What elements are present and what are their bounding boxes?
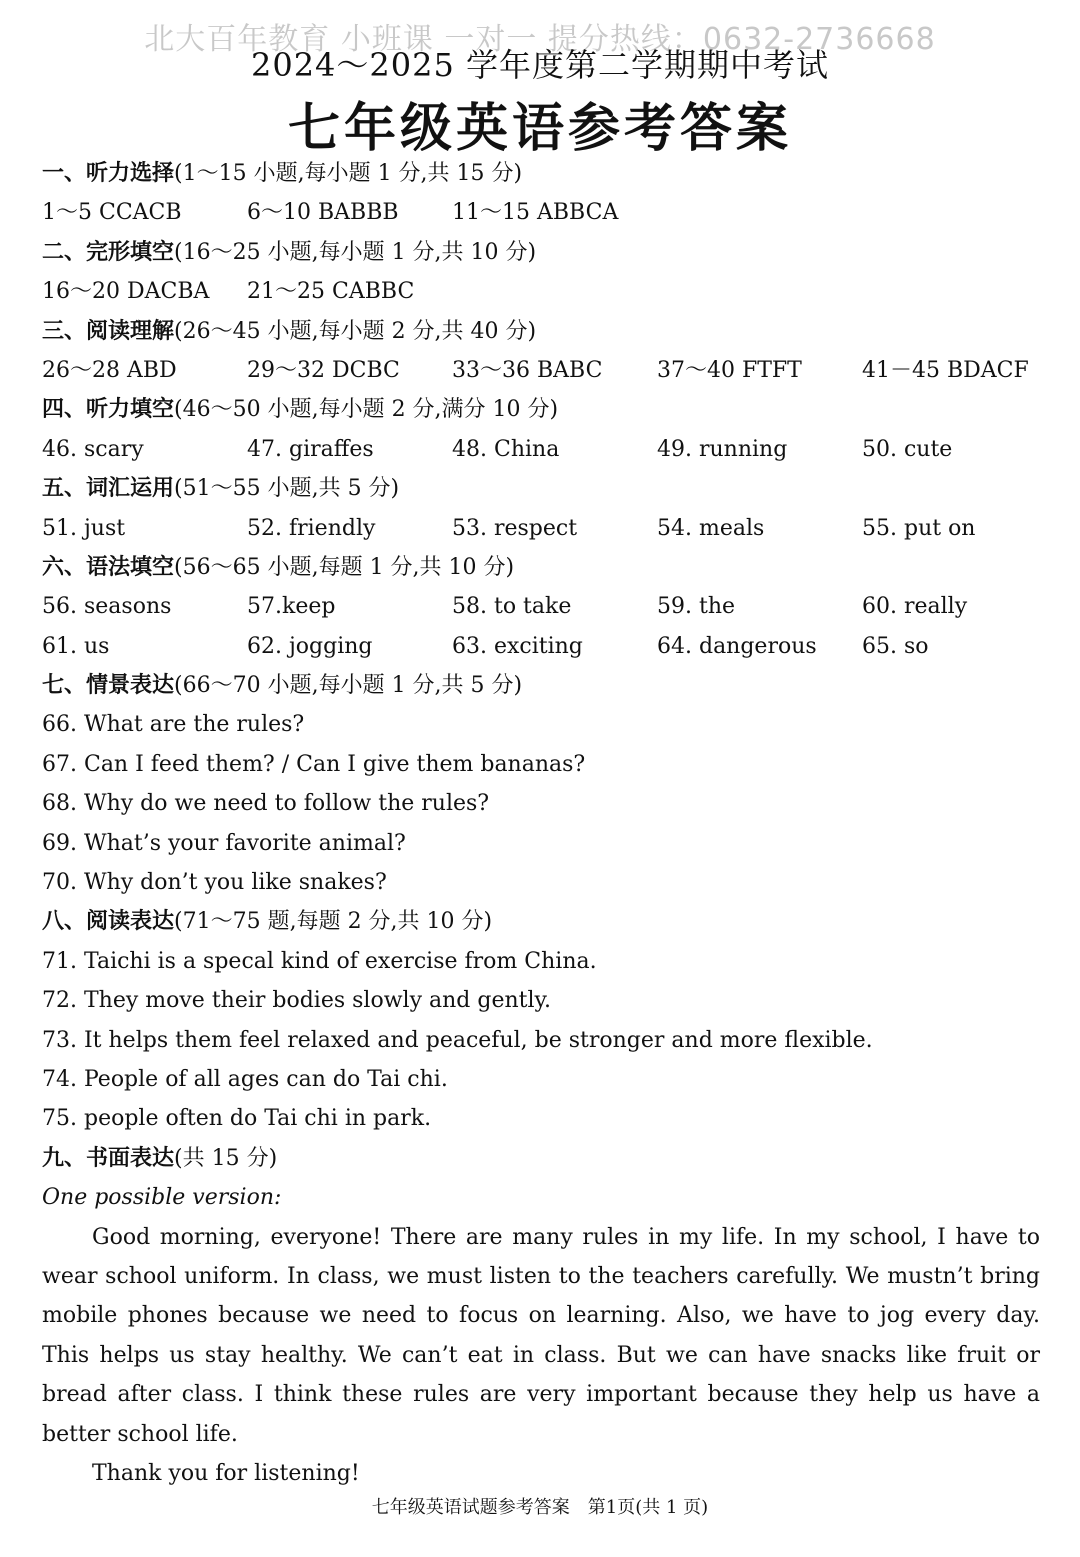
answer-item: 60. really — [862, 594, 968, 620]
section-6-answers-row-2 — [42, 627, 1042, 666]
section-9-note: (共 15 分) — [174, 1145, 278, 1171]
answer-item: 63. exciting — [452, 633, 583, 659]
section-1-name: 一、听力选择 — [42, 161, 175, 186]
answer-item: 55. put on — [862, 515, 976, 541]
section-5-answers — [42, 509, 1042, 548]
essay — [42, 1218, 1040, 1494]
answer-group: 33～36 BABC — [452, 357, 603, 383]
answer-item: 50. cute — [862, 436, 953, 462]
answer-group: 21～25 CABBC — [247, 279, 415, 305]
essay-closing: Thank you for listening! — [92, 1460, 360, 1486]
answer-item: 58. to take — [452, 594, 572, 620]
section-5-note: (51～55 小题,共 5 分) — [174, 476, 400, 502]
section-3-heading — [42, 312, 1042, 351]
section-1-answers — [42, 193, 1042, 232]
section-7-heading — [42, 666, 1042, 705]
section-3-note: (26～45 小题,每小题 2 分,共 40 分) — [174, 318, 537, 344]
answer-line: 73. It helps them feel relaxed and peaceful, be stronger and more flexible. — [42, 1027, 873, 1053]
answer-group: 16～20 DACBA — [42, 279, 210, 305]
answer-line: 72. They move their bodies slowly and gently. — [42, 988, 552, 1014]
essay-intro: One possible version: — [42, 1185, 282, 1211]
section-2-answers — [42, 272, 1042, 311]
section-3-name: 三、阅读理解 — [42, 318, 175, 344]
answer-line: 67. Can I feed them? / Can I give them bananas? — [42, 751, 586, 777]
answer-group: 37～40 FTFT — [657, 357, 802, 383]
section-6-name: 六、语法填空 — [42, 554, 175, 580]
section-8-note: (71～75 题,每题 2 分,共 10 分) — [174, 909, 493, 935]
section-2-name: 二、完形填空 — [42, 239, 175, 265]
answer-item: 65. so — [862, 633, 929, 659]
answer-item: 46. scary — [42, 436, 144, 462]
answer-line: 66. What are the rules? — [42, 712, 305, 738]
section-2-note: (16～25 小题,每小题 1 分,共 10 分) — [174, 239, 537, 265]
section-1-note: (1～15 小题,每小题 1 分,共 15 分) — [174, 161, 523, 186]
answer-group: 29～32 DCBC — [247, 357, 400, 383]
section-7-note: (66～70 小题,每小题 1 分,共 5 分) — [174, 673, 523, 699]
answer-item: 57.keep — [247, 594, 336, 620]
answer-item: 56. seasons — [42, 594, 172, 620]
section-8-heading — [42, 902, 1042, 941]
section-4-answers — [42, 430, 1042, 469]
section-3-answers — [42, 351, 1042, 390]
essay-paragraph: Good morning, everyone! There are many rules in my life. In my school, I have to wear school uniform. In class, we must listen to the teachers carefully. We mustn’t bring mobile phones because we need to focus on learning. Also, we have to jog every day. This helps us stay healthy. We can’t eat in class. But we can have snacks like fruit or bread after class. I think these rules are very important because they help us have a better school life. — [42, 1224, 1040, 1447]
answer-group: 11～15 ABBCA — [452, 200, 619, 226]
answer-item: 54. meals — [657, 515, 765, 541]
answer-item: 59. the — [657, 594, 736, 620]
exam-title: 2024～2025 学年度第二学期期中考试 — [250, 46, 830, 84]
answer-item: 51. just — [42, 515, 126, 541]
answer-line: 70. Why don’t you like snakes? — [42, 870, 387, 896]
answer-group: 6～10 BABBB — [247, 200, 399, 226]
answer-item: 49. running — [657, 436, 788, 462]
answer-item: 62. jogging — [247, 633, 373, 659]
answer-item: 48. China — [452, 436, 560, 462]
section-4-name: 四、听力填空 — [42, 397, 175, 423]
section-5-heading — [42, 469, 1042, 508]
answer-line: 74. People of all ages can do Tai chi. — [42, 1066, 448, 1092]
answer-item: 47. giraffes — [247, 436, 374, 462]
section-6-note: (56～65 小题,每题 1 分,共 10 分) — [174, 554, 515, 580]
section-9-heading — [42, 1139, 1042, 1178]
answer-line: 68. Why do we need to follow the rules? — [42, 791, 490, 817]
watermark: 北大百年教育 小班课 一对一 提分热线：0632-2736668 — [144, 22, 936, 57]
section-5-name: 五、词汇运用 — [42, 476, 175, 502]
answer-key — [42, 154, 1042, 1493]
page-title: 七年级英语参考答案 — [287, 99, 792, 159]
section-8-name: 八、阅读表达 — [42, 909, 175, 935]
answer-item: 64. dangerous — [657, 633, 817, 659]
answer-group: 1～5 CCACB — [42, 200, 182, 226]
section-1-heading — [42, 154, 1042, 193]
answer-line: 71. Taichi is a specal kind of exercise from China. — [42, 948, 597, 974]
answer-group: 41－45 BDACF — [862, 357, 1029, 383]
answer-item: 61. us — [42, 633, 110, 659]
answer-line: 69. What’s your favorite animal? — [42, 830, 406, 856]
page-footer: 七年级英语试题参考答案 第1页(共 1 页) — [371, 1497, 709, 1518]
section-7-name: 七、情景表达 — [42, 673, 175, 699]
section-9-name: 九、书面表达 — [42, 1145, 175, 1171]
section-6-heading — [42, 548, 1042, 587]
answer-item: 53. respect — [452, 515, 578, 541]
section-4-heading — [42, 390, 1042, 429]
section-2-heading — [42, 233, 1042, 272]
answer-group: 26～28 ABD — [42, 357, 177, 383]
section-4-note: (46～50 小题,每小题 2 分,满分 10 分) — [174, 397, 559, 423]
answer-item: 52. friendly — [247, 515, 376, 541]
section-6-answers-row-1 — [42, 587, 1042, 626]
answer-line: 75. people often do Tai chi in park. — [42, 1106, 432, 1132]
